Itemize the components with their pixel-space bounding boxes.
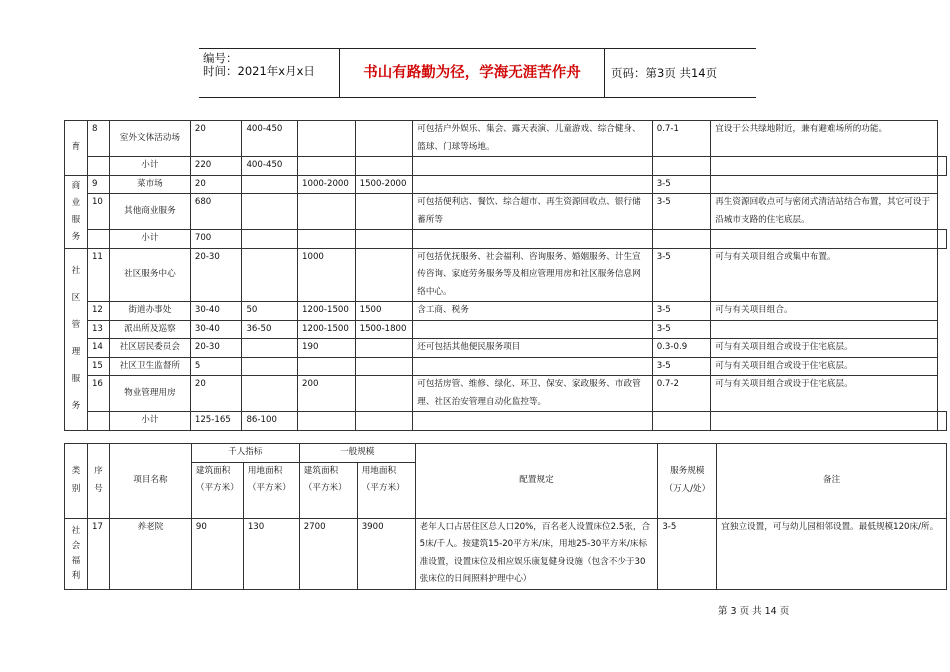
row-c4: 36-50	[242, 320, 298, 339]
row-svc: 3-5	[652, 194, 710, 230]
row-no: 8	[87, 121, 109, 157]
row-desc: 含工商、税务	[413, 302, 653, 321]
row-name: 社区卫生监督所	[109, 357, 190, 376]
row-c3: 20-30	[190, 339, 242, 358]
row-desc: 可包括户外娱乐、集会、露天表演、儿童游戏、综合健身、篮球、门球等场地。	[413, 121, 653, 157]
table-row	[65, 302, 947, 321]
row-c6	[355, 357, 413, 376]
row-c5: 2700	[299, 518, 357, 589]
row-name: 室外文体活动场	[109, 121, 190, 157]
row-c6	[355, 339, 413, 358]
table-row	[65, 194, 947, 230]
row-c4: 86-100	[242, 412, 298, 431]
empty-cell	[711, 157, 938, 176]
row-name: 派出所及巡察	[109, 320, 190, 339]
category-text: 社区管理服务	[71, 266, 81, 411]
header-category: 类别	[65, 444, 88, 519]
row-no: 10	[87, 194, 109, 230]
time-label: 时间：2021年x月x日	[203, 64, 315, 78]
row-c3: 125-165	[190, 412, 242, 431]
empty-cell	[938, 157, 947, 176]
row-note: 可与有关项目组合或设于住宅底层。	[711, 357, 938, 376]
row-name: 菜市场	[109, 175, 190, 194]
row-c3: 20	[190, 376, 242, 412]
table-row	[65, 157, 947, 176]
subtotal-blank	[87, 230, 109, 249]
row-c3: 700	[190, 230, 242, 249]
empty-cell	[938, 412, 947, 431]
row-c3: 20	[190, 175, 242, 194]
row-c5	[298, 121, 356, 157]
header-no: 序号	[87, 444, 109, 519]
row-svc: 3-5	[652, 175, 710, 194]
subtotal-blank	[87, 157, 109, 176]
number-label: 编号：	[203, 51, 238, 65]
row-c6: 1500-2000	[355, 175, 413, 194]
empty-cell	[298, 412, 356, 431]
header-note: 备注	[717, 444, 947, 519]
row-no: 16	[87, 376, 109, 412]
row-note: 宜设于公共绿地附近，兼有避难场所的功能。	[711, 121, 938, 157]
table-row	[65, 376, 947, 412]
page-footer: 第 3 页 共 14 页	[718, 606, 790, 617]
row-c4	[242, 357, 298, 376]
table-row	[65, 230, 947, 249]
row-note: 可与有关项目组合或设于住宅底层。	[711, 339, 938, 358]
row-c4	[242, 230, 298, 249]
table-row	[65, 412, 947, 431]
row-c5: 1200-1500	[298, 302, 356, 321]
table-row	[65, 339, 947, 358]
row-desc: 可包括房管、维修、绿化、环卫、保安、家政服务、市政管理、社区治安管理自动化监控等。	[413, 376, 653, 412]
empty-cell	[413, 412, 653, 431]
row-no: 14	[87, 339, 109, 358]
empty-cell	[652, 157, 710, 176]
row-note	[711, 320, 938, 339]
row-name: 社区居民委员会	[109, 339, 190, 358]
header-build-area: 建筑面积（平方米）	[191, 462, 243, 518]
row-c4: 400-450	[242, 121, 298, 157]
row-c4	[242, 175, 298, 194]
subtotal-label: 小计	[109, 230, 190, 249]
empty-cell	[652, 412, 710, 431]
table-row	[65, 320, 947, 339]
category-cell	[65, 518, 88, 589]
header-land-area-2: 用地面积（平方米）	[357, 462, 415, 518]
category-cell	[65, 248, 88, 430]
row-c6	[355, 121, 413, 157]
row-c5: 200	[298, 376, 356, 412]
category-text: 社会福利	[71, 525, 81, 581]
row-desc: 可包括优抚服务、社会福利、咨询服务、婚姻服务、计生宣传咨询、家庭劳务服务等及相应管理用房和社区服务信息网络中心。	[413, 248, 653, 302]
row-svc: 3-5	[652, 302, 710, 321]
row-c3: 90	[191, 518, 243, 589]
empty-cell	[298, 157, 356, 176]
row-svc: 3-5	[658, 518, 717, 589]
row-svc: 3-5	[652, 357, 710, 376]
row-c3: 5	[190, 357, 242, 376]
row-no: 17	[87, 518, 109, 589]
row-c5: 190	[298, 339, 356, 358]
page-label: 页码：第3页 共14页	[611, 66, 718, 80]
subtotal-blank	[87, 412, 109, 431]
row-c5	[298, 357, 356, 376]
row-name: 养老院	[109, 518, 191, 589]
empty-cell	[413, 157, 653, 176]
category-cell	[65, 175, 88, 248]
row-c6	[355, 376, 413, 412]
row-note: 可与有关项目组合或集中布置。	[711, 248, 938, 302]
row-no: 12	[87, 302, 109, 321]
empty-cell	[355, 157, 413, 176]
category-text: 商业服务	[71, 180, 81, 242]
row-note: 可与有关项目组合。	[711, 302, 938, 321]
welfare-table	[64, 443, 947, 590]
row-svc: 0.7-1	[652, 121, 710, 157]
category-text: 育	[71, 142, 81, 153]
row-c4	[242, 248, 298, 302]
table-row	[65, 248, 947, 302]
header-left	[199, 49, 339, 97]
row-c4: 50	[242, 302, 298, 321]
slogan: 书山有路勤为径，学海无涯苦作舟	[339, 49, 605, 97]
empty-cell	[711, 412, 938, 431]
row-c4: 400-450	[242, 157, 298, 176]
row-note: 再生资源回收点可与密闭式清洁站结合布置，其它可设于沿城市支路的住宅底层。	[711, 194, 938, 230]
row-svc: 0.7-2	[652, 376, 710, 412]
subtotal-label: 小计	[109, 157, 190, 176]
row-c4	[242, 376, 298, 412]
header-name: 项目名称	[109, 444, 191, 519]
header-config: 配置规定	[415, 444, 658, 519]
row-name: 社区服务中心	[109, 248, 190, 302]
row-c3: 220	[190, 157, 242, 176]
empty-cell	[298, 230, 356, 249]
empty-cell	[711, 230, 938, 249]
page-header	[199, 48, 756, 98]
row-c5: 1000-2000	[298, 175, 356, 194]
row-desc: 老年人口占居住区总人口20%，百名老人设置床位2.5张，合5床/千人。按建筑15-20平方米/床，用地25-30平方米/床标准设置，设置床位及相应娱乐康复健身设施（包含不少于30张床位的日间照料护理中心）	[415, 518, 658, 589]
table-row	[65, 175, 947, 194]
row-c5	[298, 194, 356, 230]
row-no: 15	[87, 357, 109, 376]
row-c6	[355, 248, 413, 302]
row-note: 宜独立设置，可与幼儿园相邻设置。最低规模120床/所。	[717, 518, 947, 589]
row-name: 街道办事处	[109, 302, 190, 321]
header-group1: 千人指标	[191, 444, 299, 463]
empty-cell	[938, 230, 947, 249]
category-cell	[65, 121, 88, 176]
row-c4	[242, 339, 298, 358]
row-c6: 1500	[355, 302, 413, 321]
row-c3: 20	[190, 121, 242, 157]
row-no: 9	[87, 175, 109, 194]
row-c3: 30-40	[190, 320, 242, 339]
row-name: 物业管理用房	[109, 376, 190, 412]
header-group2: 一般规模	[299, 444, 415, 463]
facility-table	[64, 120, 947, 431]
row-c6: 3900	[357, 518, 415, 589]
row-c3: 20-30	[190, 248, 242, 302]
row-c6	[355, 194, 413, 230]
header-svc: 服务规模（万人/处）	[658, 444, 717, 519]
row-desc	[413, 320, 653, 339]
empty-cell	[652, 230, 710, 249]
row-no: 13	[87, 320, 109, 339]
empty-cell	[413, 230, 653, 249]
row-c5: 1000	[298, 248, 356, 302]
row-c6: 1500-1800	[355, 320, 413, 339]
row-c5: 1200-1500	[298, 320, 356, 339]
row-svc: 0.3-0.9	[652, 339, 710, 358]
row-svc: 3-5	[652, 248, 710, 302]
header-build-area-2: 建筑面积（平方米）	[299, 462, 357, 518]
empty-cell	[355, 230, 413, 249]
row-note: 可与有关项目组合或设于住宅底层。	[711, 376, 938, 412]
row-svc: 3-5	[652, 320, 710, 339]
row-note	[711, 175, 938, 194]
row-desc	[413, 175, 653, 194]
row-name: 其他商业服务	[109, 194, 190, 230]
table-row	[65, 357, 947, 376]
row-desc: 可包括便利店、餐饮、综合超市、再生资源回收点、银行储蓄所等	[413, 194, 653, 230]
empty-cell	[355, 412, 413, 431]
subtotal-label: 小计	[109, 412, 190, 431]
row-c3: 680	[190, 194, 242, 230]
row-desc	[413, 357, 653, 376]
row-no: 11	[87, 248, 109, 302]
row-c4: 130	[243, 518, 299, 589]
header-land-area: 用地面积（平方米）	[243, 462, 299, 518]
table-row	[65, 121, 947, 157]
row-desc: 还可包括其他便民服务项目	[413, 339, 653, 358]
row-c4	[242, 194, 298, 230]
row-c3: 30-40	[190, 302, 242, 321]
